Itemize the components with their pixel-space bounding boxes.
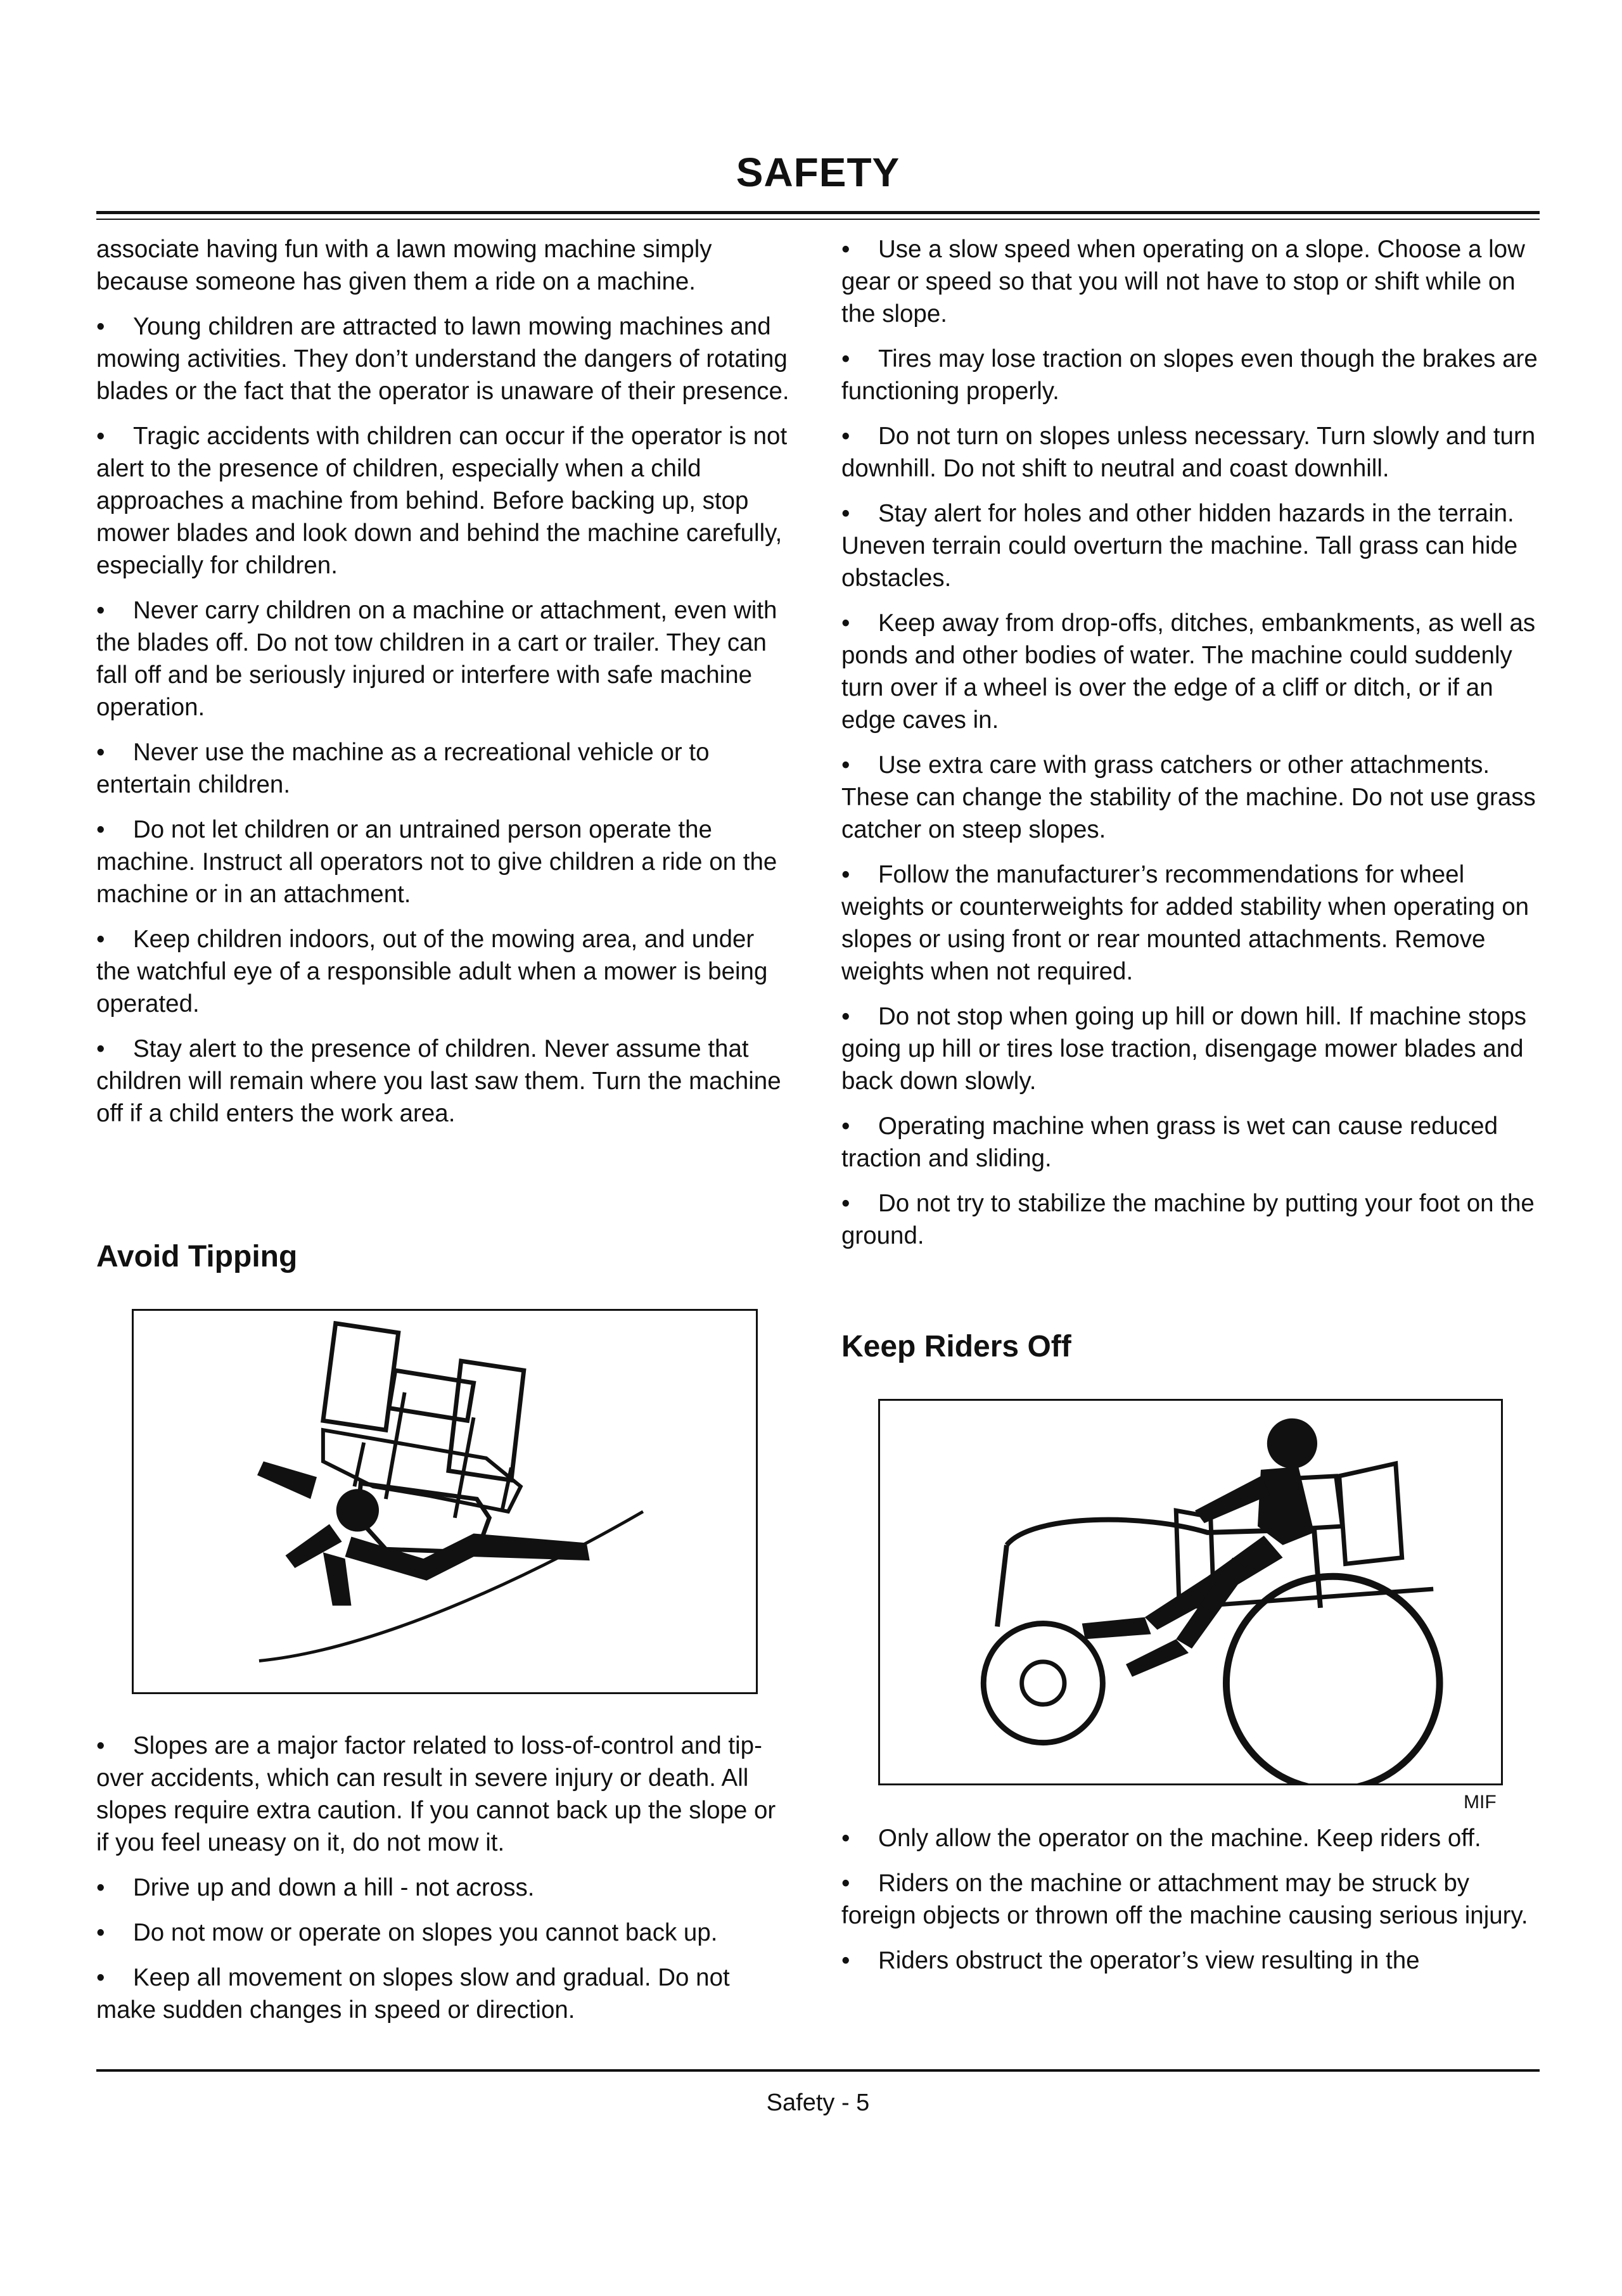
bullet-item [841, 607, 1540, 736]
bullet-marker: • [841, 236, 850, 263]
bullet-text: Do not turn on slopes unless necessary. Turn slowly and turn downhill. Do not shift to neutral and coast downhill. [841, 423, 1536, 482]
bullet-item [96, 594, 793, 724]
bullet-text: Never use the machine as a recreational vehicle or to entertain children. [96, 739, 710, 798]
page-title: SAFETY [736, 150, 900, 195]
section-heading-avoid-tipping: Avoid Tipping [96, 1240, 298, 1273]
bullet-text: Operating machine when grass is wet can cause reduced traction and sliding. [841, 1113, 1498, 1172]
bullet-text: Riders obstruct the operator’s view resulting in the [878, 1947, 1420, 1974]
bullet-item [96, 1872, 793, 1904]
bullet-text: Use extra care with grass catchers or other attachments. These can change the stability of the machine. Do not use grass catcher on steep slopes. [841, 751, 1536, 843]
avoid-tipping-bullets [96, 1730, 793, 2039]
header-rule-thick [96, 211, 1540, 214]
bullet-item [96, 1033, 793, 1130]
bullet-marker: • [96, 1035, 105, 1062]
bullet-item [96, 1961, 793, 2026]
bullet-text: Only allow the operator on the machine. Keep riders off. [878, 1825, 1481, 1852]
bullet-marker: • [96, 816, 105, 843]
bullet-item [96, 736, 793, 801]
bullet-text: Follow the manufacturer’s recommendations for wheel weights or counterweights for added stability when operating on slopes or using front or rear mounted attachments. Remove weights when not required. [841, 861, 1529, 985]
riders-figure [878, 1399, 1503, 1785]
bullet-marker: • [841, 500, 850, 527]
tipping-figure [132, 1309, 758, 1694]
bullet-item [841, 1944, 1540, 1977]
bullet-text: Do not mow or operate on slopes you cannot back up. [133, 1919, 718, 1946]
footer-rule [96, 2069, 1540, 2072]
bullet-text: Keep children indoors, out of the mowing area, and under the watchful eye of a responsible adult when a mower is being operated. [96, 926, 768, 1017]
bullet-marker: • [841, 1113, 850, 1140]
bullet-marker: • [841, 1947, 850, 1974]
bullet-text: Young children are attracted to lawn mowing machines and mowing activities. They don’t understand the dangers of rotating blades or the fact that the operator is unaware of their presence. [96, 313, 789, 405]
bullet-text: Keep all movement on slopes slow and gradual. Do not make sudden changes in speed or direction. [96, 1964, 730, 2024]
bullet-text: Stay alert for holes and other hidden hazards in the terrain. Uneven terrain could overturn the machine. Tall grass can hide obstacles. [841, 500, 1518, 592]
bullet-marker: • [96, 597, 105, 624]
page-number: Safety - 5 [766, 2089, 870, 2116]
bullet-marker: • [841, 345, 850, 373]
bullet-text: Slopes are a major factor related to loss-of-control and tip-over accidents, which can result in severe injury or death. All slopes require extra caution. If you cannot back up the slope or if you feel uneasy on it, do not mow it. [96, 1732, 776, 1856]
bullet-text: Do not try to stabilize the machine by putting your foot on the ground. [841, 1190, 1535, 1249]
bullet-marker: • [841, 861, 850, 888]
bullet-item [841, 858, 1540, 988]
bullet-marker: • [96, 1732, 105, 1759]
bullet-text: Keep away from drop-offs, ditches, embankments, as well as ponds and other bodies of water. The machine could suddenly turn over if a wheel is over the edge of a cliff or ditch, or if an edge caves in. [841, 609, 1536, 734]
bullet-marker: • [96, 313, 105, 340]
bullet-item [841, 497, 1540, 594]
figure-code-label: MIF [1464, 1792, 1497, 1813]
bullet-marker: • [96, 739, 105, 766]
bullet-item [841, 749, 1540, 846]
bullet-text: Drive up and down a hill - not across. [133, 1874, 535, 1901]
bullet-text: Do not stop when going up hill or down hill. If machine stops going up hill or tires lose traction, disengage mower blades and back down slowly. [841, 1003, 1526, 1095]
bullet-marker: • [96, 926, 105, 953]
header-rule-thin [96, 219, 1540, 220]
bullet-item [841, 1110, 1540, 1175]
bullet-marker: • [96, 423, 105, 450]
bullet-text: Tragic accidents with children can occur if the operator is not alert to the presence of children, especially when a child approaches a machine from behind. Before backing up, stop mower blades and look down and behind the machine carefully, especially for children. [96, 423, 788, 579]
bullet-marker: • [841, 423, 850, 450]
bullet-item [841, 233, 1540, 330]
keep-riders-off-bullets [841, 1822, 1540, 1989]
left-column [96, 233, 793, 1142]
tipping-over-mower-icon [134, 1311, 756, 1692]
bullet-item [96, 813, 793, 910]
bullet-text: Riders on the machine or attachment may be struck by foreign objects or thrown off the machine causing serious injury. [841, 1870, 1528, 1929]
bullet-item [96, 923, 793, 1020]
section-heading-keep-riders-off: Keep Riders Off [841, 1330, 1071, 1363]
bullet-marker: • [841, 1003, 850, 1030]
bullet-marker: • [96, 1964, 105, 1991]
bullet-text: Tires may lose traction on slopes even though the brakes are functioning properly. [841, 345, 1538, 405]
bullet-text: Stay alert to the presence of children. Never assume that children will remain where you last saw them. Turn the machine off if a child enters the work area. [96, 1035, 781, 1127]
bullet-item [841, 1822, 1540, 1854]
right-column [841, 233, 1540, 1265]
bullet-marker: • [841, 751, 850, 779]
bullet-item [841, 1187, 1540, 1252]
bullet-marker: • [96, 1919, 105, 1946]
bullet-marker: • [96, 1874, 105, 1901]
bullet-marker: • [841, 1825, 850, 1852]
bullet-item [841, 1000, 1540, 1097]
bullet-item [841, 420, 1540, 485]
bullet-marker: • [841, 1870, 850, 1897]
bullet-item [96, 310, 793, 407]
bullet-item [841, 1867, 1540, 1932]
rider-on-tractor-icon [880, 1401, 1501, 1783]
bullet-item [96, 1917, 793, 1949]
bullet-item [96, 420, 793, 582]
bullet-marker: • [841, 1190, 850, 1217]
bullet-item [96, 1730, 793, 1859]
bullet-marker: • [841, 609, 850, 637]
intro-paragraph: associate having fun with a lawn mowing machine simply because someone has given them a ride on a machine. [96, 236, 712, 295]
bullet-text: Use a slow speed when operating on a slope. Choose a low gear or speed so that you will not have to stop or shift while on the slope. [841, 236, 1525, 328]
bullet-item [841, 343, 1540, 407]
bullet-text: Never carry children on a machine or attachment, even with the blades off. Do not tow children in a cart or trailer. They can fall off and be seriously injured or interfere with safe machine operation. [96, 597, 777, 721]
bullet-text: Do not let children or an untrained person operate the machine. Instruct all operators not to give children a ride on the machine or in an attachment. [96, 816, 777, 908]
